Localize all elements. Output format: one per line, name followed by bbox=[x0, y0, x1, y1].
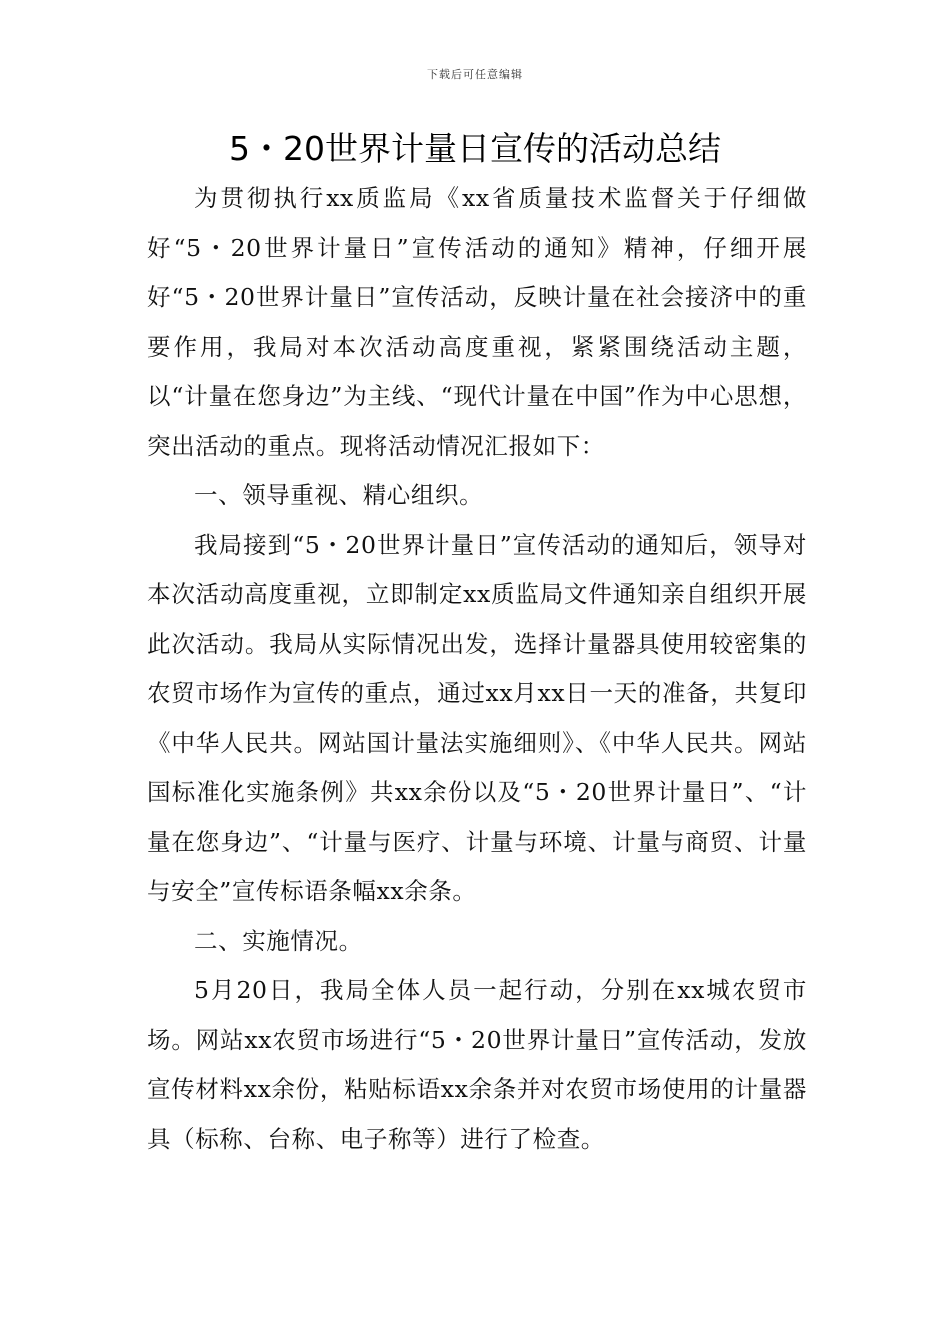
document-title: 5・20世界计量日宣传的活动总结 bbox=[229, 129, 721, 168]
section-heading-2: 二、实施情况。 bbox=[194, 926, 363, 955]
paragraph-section-1: 我局接到“5・20世界计量日”宣传活动的通知后，领导对本次活动高度重视，立即制定xx质监局文件通知亲自组织开展此次活动。我局从实际情况出发，选择计量器具使用较密集的农贸市场作为宣传的重点，通过xx月xx日一天的准备，共复印《中华人民共。网站国计量法实施细则》、《中华人民共。网站国标准化实施条例》共xx余份以及“5・20世界计量日”、“计量在您身边”、“计量与医疗、计量与环境、计量与商贸、计量与安全”宣传标语条幅xx余条。 bbox=[147, 530, 807, 905]
paragraph-intro: 为贯彻执行xx质监局《xx省质量技术监督关于仔细做好“5・20世界计量日”宣传活动的通知》精神，仔细开展好“5・20世界计量日”宣传活动，反映计量在社会接济中的重要作用，我局对本次活动高度重视，紧紧围绕活动主题，以“计量在您身边”为主线、“现代计量在中国”作为中心思想，突出活动的重点。现将活动情况汇报如下： bbox=[147, 184, 807, 460]
header-note: 下载后可任意编辑 bbox=[427, 68, 523, 81]
section-heading-1: 一、领导重视、精心组织。 bbox=[194, 481, 484, 509]
document-body bbox=[147, 174, 807, 1164]
paragraph-section-2: 5月20日，我局全体人员一起行动，分别在xx城农贸市场。网站xx农贸市场进行“5・20世界计量日”宣传活动，发放宣传材料xx余份，粘贴标语xx余条并对农贸市场使用的计量器具（标称、台称、电子称等）进行了检查。 bbox=[147, 976, 807, 1153]
